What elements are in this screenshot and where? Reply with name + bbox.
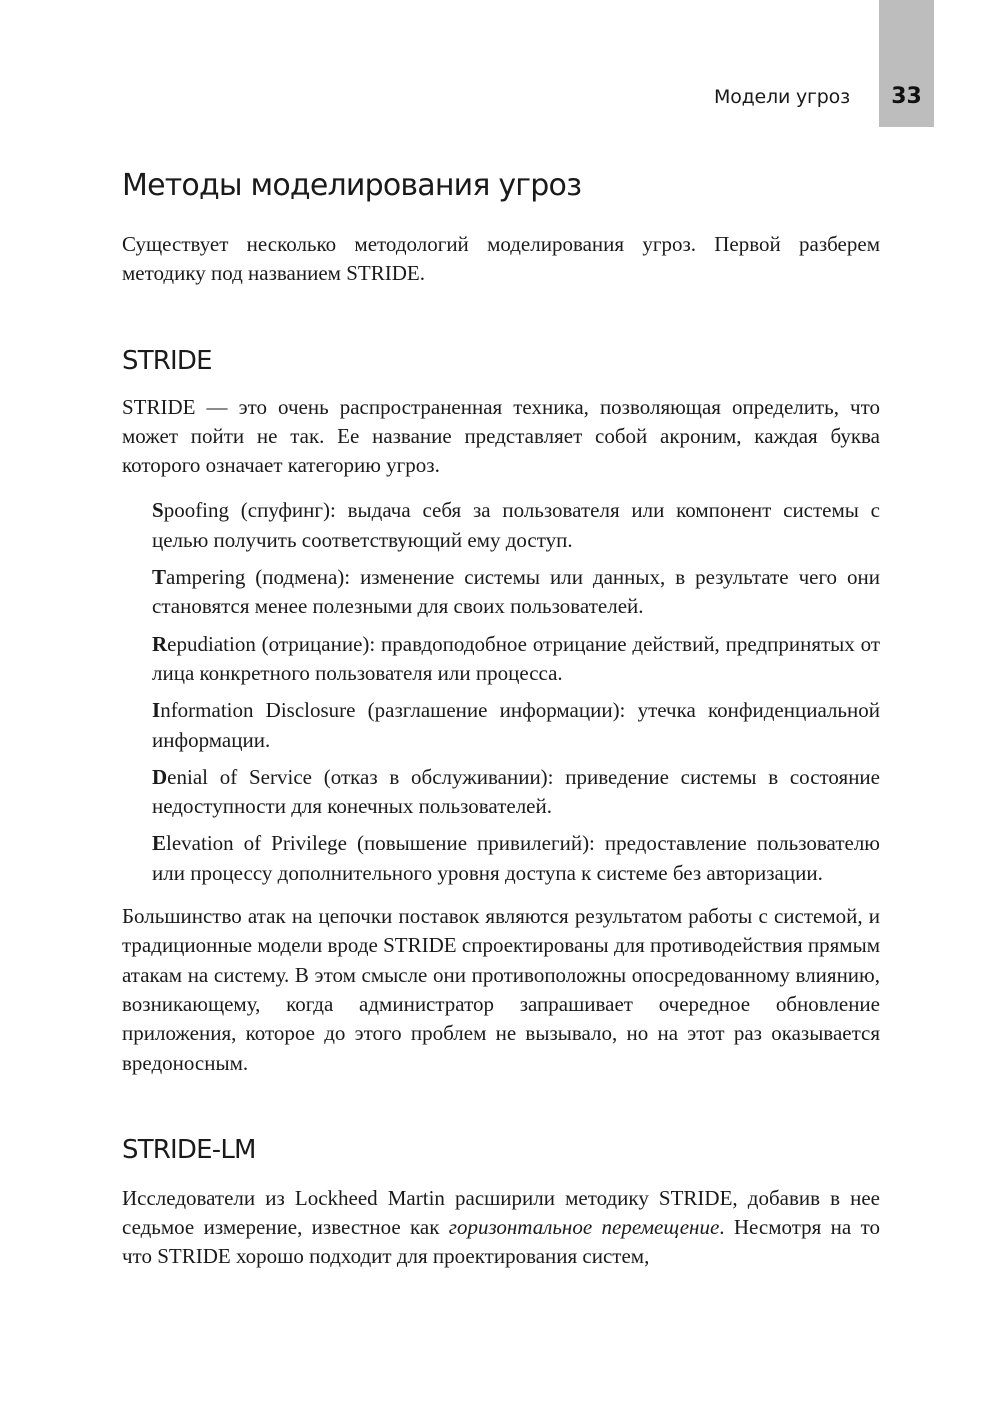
stride-item-tampering	[152, 563, 880, 622]
section-title: Методы моделирования угроз	[122, 168, 582, 203]
item-initial: I	[152, 698, 161, 723]
lm-text-before: Исследователи из Lockheed Martin расширили методику STRIDE, добавив в нее седьмое измерение, известное как	[122, 1185, 880, 1240]
item-text: poofing (спуфинг): выдача себя за пользователя или компонент системы с целью получить соответствующий ему доступ.	[152, 498, 880, 552]
lm-text-emphasis: горизонтальное перемещение	[448, 1215, 720, 1240]
stride-item-repudiation	[152, 630, 880, 689]
page-header	[0, 0, 1000, 130]
running-head: Модели угроз	[714, 86, 850, 108]
supply-chain-paragraph: Большинство атак на цепочки поставок являются результатом работы с системой, и традиционные модели вроде STRIDE спроектированы для противодействия прямым атакам на систему. В этом смысле они противоположны опосредованному влиянию, возникающему, когда администратор запрашивает очередное обновление приложения, которое до этого проблем не вызывало, но на этот раз оказывается вредоносным.	[122, 904, 880, 1075]
item-text: levation of Privilege (повышение привилегий): предоставление пользователю или процессу дополнительного уровня доступа к системе без авторизации.	[152, 831, 880, 885]
stride-item-spoofing	[152, 496, 880, 555]
item-text: enial of Service (отказ в обслуживании): приведение системы в состояние недоступности для конечных пользователей.	[152, 764, 880, 819]
page-number: 33	[891, 84, 922, 109]
stride-description: STRIDE — это очень распространенная техника, позволяющая определить, что может пойти не так. Ее название представляет собой акроним, каждая буква которого означает категорию угроз.	[122, 394, 880, 478]
item-text: nformation Disclosure (разглашение информации): утечка конфиденциальной информации.	[152, 698, 880, 752]
item-initial: T	[152, 565, 167, 590]
stride-item-elevation-of-privilege	[152, 829, 880, 888]
page-number-tab	[879, 0, 934, 127]
item-initial: S	[152, 498, 164, 523]
stride-item-denial-of-service	[152, 763, 880, 822]
item-initial: D	[152, 764, 168, 789]
stride-heading: STRIDE	[122, 345, 212, 376]
lm-text-after: . Несмотря на то что STRIDE хорошо подходит для проектирования систем,	[122, 1215, 880, 1269]
stride-lm-heading: STRIDE-LM	[122, 1134, 256, 1165]
item-text: ampering (подмена): изменение системы или данных, в результате чего они становятся менее полезными для своих пользователей.	[152, 565, 880, 619]
page-content	[122, 160, 880, 1272]
item-text: epudiation (отрицание): правдоподобное отрицание действий, предпринятых от лица конкретного пользователя или процесса.	[152, 631, 880, 685]
item-initial: E	[152, 831, 167, 856]
intro-paragraph: Существует несколько методологий моделирования угроз. Первой разберем методику под названием STRIDE.	[122, 232, 880, 286]
stride-item-information-disclosure	[152, 696, 880, 755]
stride-lm-paragraph	[122, 1184, 880, 1272]
item-initial: R	[152, 631, 168, 656]
stride-categories-list	[152, 496, 880, 888]
